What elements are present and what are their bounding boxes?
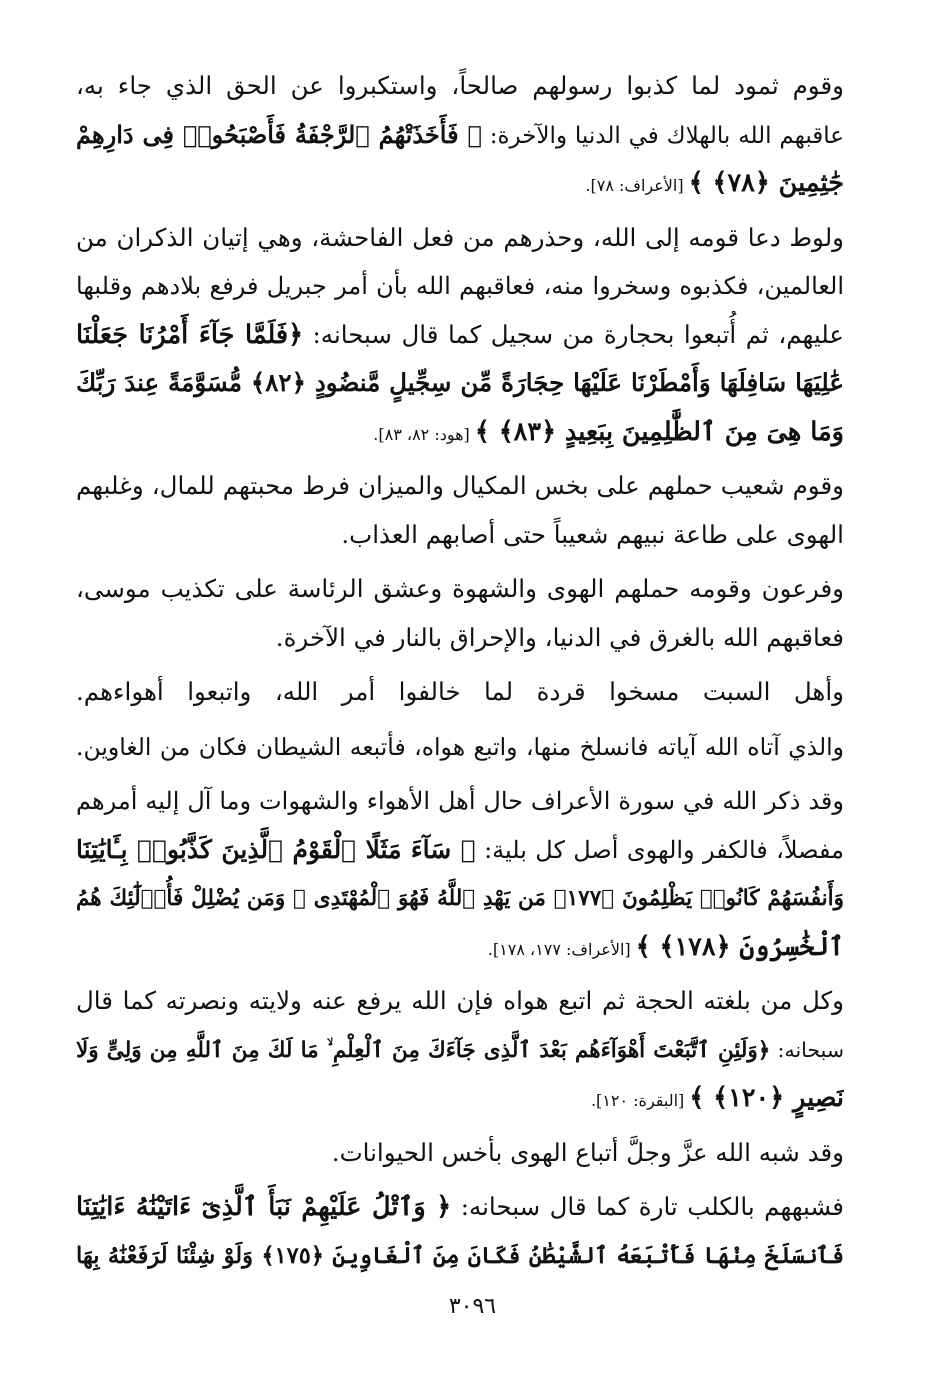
body-text-run: وفرعون وقومه حملهم الهوى والشهوة وعشق الرئاسة على تكذيب موسى، xyxy=(76,574,844,603)
body-text-run: والذي آتاه الله آياته فانسلخ منها، واتبع هواه، فأتبعه الشيطان فكان من الغاوين. xyxy=(76,732,844,761)
text-line xyxy=(76,408,844,457)
quran-verse: ﴿فَلَمَّا جَآءَ أَمْرُنَا جَعَلْنَا xyxy=(76,319,304,350)
quran-verse: وَمَا هِىَ مِنَ ٱلظَّٰلِمِينَ بِبَعِيدٍ ﴿٨٣﴾ ﴾ xyxy=(474,416,844,447)
text-line xyxy=(76,214,844,263)
text-line xyxy=(76,565,844,614)
text-line xyxy=(76,159,844,208)
text-line xyxy=(76,462,844,511)
body-text-run: مفصلاً، فالكفر والهوى أصل كل بلية: xyxy=(475,835,844,864)
text-line xyxy=(76,111,844,160)
body-text-run: وكل من بلغته الحجة ثم اتبع هواه فإن الله يرفع عنه ولايته ونصرته كما قال xyxy=(76,986,844,1015)
quran-verse: ﴿وَلَئِنِ ٱتَّبَعْتَ أَهْوَآءَهُم بَعْدَ ٱلَّذِى جَآءَكَ مِنَ ٱلْعِلْمِ ۙ مَا لَكَ مِنَ ٱللَّهِ مِن وَلِىٍّ وَلَا xyxy=(76,1037,771,1063)
quran-verse: عَٰلِيَهَا سَافِلَهَا وَأَمْطَرْنَا عَلَيْهَا حِجَارَةً مِّن سِجِّيلٍ مَّنضُودٍ ﴿٨٢﴾ مُّسَوَّمَةً عِندَ رَبِّكَ xyxy=(76,368,844,397)
text-line xyxy=(76,874,844,923)
text-line xyxy=(76,668,844,717)
text-line xyxy=(76,511,844,560)
body-text-run: سبحانه: xyxy=(770,1037,844,1062)
text-line xyxy=(76,1183,844,1232)
quran-verse: وَأَنفُسَهُمْ كَانُوا۟ يَظْلِمُونَ ﴿١٧٧﴾ مَن يَهْدِ ٱللَّهُ فَهُوَ ٱلْمُهْتَدِى ۖ وَمَن يُضْلِلْ فَأُو۟لَٰٓئِكَ هُمُ xyxy=(76,886,844,911)
verse-reference: [الأعراف: ٧٨]. xyxy=(585,176,689,195)
quran-verse: جَٰثِمِينَ ﴿٧٨﴾ ﴾ xyxy=(688,168,844,198)
body-text-run: وقوم ثمود لما كذبوا رسولهم صالحاً، واستكبروا عن الحق الذي جاء به، xyxy=(76,71,844,100)
quran-verse: فَٱنسَلَخَ مِنْهَا فَأَتْبَعَهُ ٱلشَّيْطَٰنُ فَكَانَ مِنَ ٱلْغَاوِينَ ﴿١٧٥﴾ وَلَوْ شِئْنَا لَرَفَعْنَٰهُ بِهَا xyxy=(76,1242,844,1269)
text-line xyxy=(76,1074,844,1123)
paragraph xyxy=(76,1183,844,1280)
document-page xyxy=(76,62,844,1352)
text-line xyxy=(76,262,844,311)
paragraph xyxy=(76,462,844,559)
body-text-run: وأهل السبت مسخوا قردة لما خالفوا أمر الله، واتبعوا أهواءهم. xyxy=(76,677,844,706)
body-text-run: الهوى على طاعة نبيهم شعيباً حتى أصابهم العذاب. xyxy=(341,519,844,549)
quran-verse: ﴿ سَآءَ مَثَلًا ٱلْقَوْمُ ٱلَّذِينَ كَذَّبُوا۟ بِـَٔايَٰتِنَا xyxy=(76,834,476,864)
paragraph xyxy=(76,565,844,662)
verse-reference: [هود: ٨٢، ٨٣]. xyxy=(373,424,475,444)
text-line xyxy=(76,826,844,875)
text-line xyxy=(76,977,844,1026)
page-number: ٣٠٩٦ xyxy=(448,1294,497,1319)
body-text-run: ولوط دعا قومه إلى الله، وحذرهم من فعل الفاحشة، وهي إتيان الذكران من xyxy=(76,222,844,252)
paragraph xyxy=(76,723,844,772)
body-text-run: فشبههم بالكلب تارة كما قال سبحانه: xyxy=(451,1192,844,1221)
verse-reference: [الأعراف: ١٧٧، ١٧٨]. xyxy=(487,939,636,959)
paragraph xyxy=(76,777,844,971)
text-line xyxy=(76,1232,844,1281)
body-text xyxy=(76,62,844,1280)
text-line xyxy=(76,723,844,772)
body-text-run: فعاقبهم الله بالغرق في الدنيا، والإحراق بالنار في الآخرة. xyxy=(275,622,844,652)
text-line xyxy=(76,311,844,360)
body-text-run: عليهم، ثم أُتبعوا بحجارة من سجيل كما قال سبحانه: xyxy=(303,319,844,349)
paragraph xyxy=(76,1129,844,1178)
text-line xyxy=(76,1026,844,1075)
paragraph xyxy=(76,977,844,1123)
quran-verse: نَصِيرٍ ﴿١٢٠﴾ ﴾ xyxy=(689,1083,844,1113)
text-line xyxy=(76,614,844,663)
text-line xyxy=(76,359,844,408)
body-text-run: وقد شبه الله عزَّ وجلَّ أتباع الهوى بأخس الحيوانات. xyxy=(331,1137,844,1167)
body-text-run: العالمين، فكذبوه وسخروا منه، فعاقبهم الله بأن أمر جبريل فرفع بلادهم وقلبها xyxy=(76,272,844,300)
text-line xyxy=(76,62,844,111)
paragraph xyxy=(76,668,844,717)
text-line xyxy=(76,1129,844,1178)
quran-verse: ٱلْخَٰسِرُونَ ﴿١٧٨﴾ ﴾ xyxy=(635,931,844,962)
body-text-run: وقد ذكر الله في سورة الأعراف حال أهل الأهواء والشهوات وما آل إليه أمرهم xyxy=(76,787,844,815)
text-line xyxy=(76,777,844,826)
text-line xyxy=(76,923,844,972)
paragraph xyxy=(76,214,844,457)
quran-verse: ﴿ وَٱتْلُ عَلَيْهِمْ نَبَأَ ٱلَّذِىٓ ءَاتَيْنَٰهُ ءَايَٰتِنَا xyxy=(76,1192,452,1222)
paragraph xyxy=(76,62,844,208)
quran-verse: ﴿ فَأَخَذَتْهُمُ ٱلرَّجْفَةُ فَأَصْبَحُوا۟ فِى دَارِهِمْ xyxy=(76,119,482,149)
verse-reference: [البقرة: ١٢٠]. xyxy=(590,1091,690,1110)
body-text-run: عاقبهم الله بالهلاك في الدنيا والآخرة: xyxy=(481,122,844,149)
body-text-run: وقوم شعيب حملهم على بخس المكيال والميزان فرط محبتهم للمال، وغلبهم xyxy=(76,471,844,500)
